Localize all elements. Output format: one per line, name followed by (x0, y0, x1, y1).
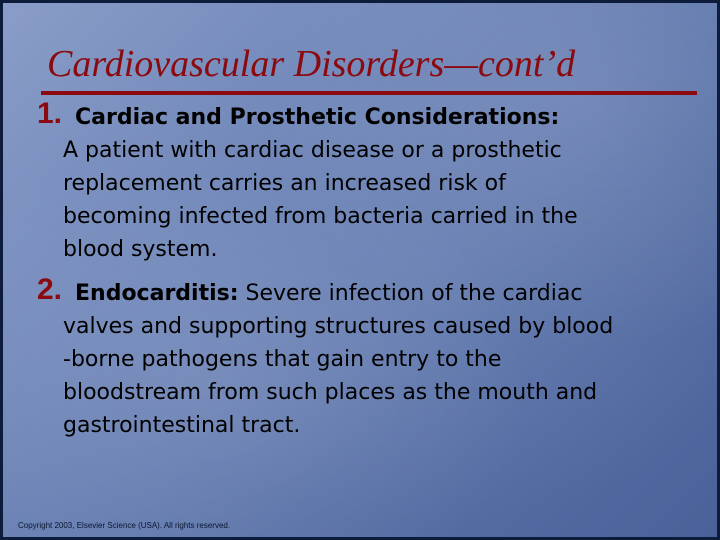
item-body (63, 310, 687, 442)
item-body (63, 134, 687, 266)
list-item-cardiac-prosthetic (37, 97, 687, 266)
item-heading-line (75, 101, 687, 134)
item-inline-text: Severe infection of the cardiac (238, 281, 583, 306)
body-line: A patient with cardiac disease or a prosthetic (63, 138, 562, 163)
copyright-notice: Copyright 2003, Elsevier Science (USA). All rights reserved. (18, 521, 231, 530)
list-item-endocarditis (37, 273, 687, 442)
title-underline (41, 91, 697, 95)
item-heading-line (75, 277, 687, 310)
slide-title: Cardiovascular Disorders—cont’d (47, 43, 576, 85)
body-line: valves and supporting structures caused by blood (63, 314, 614, 339)
body-line: replacement carries an increased risk of (63, 171, 506, 196)
item-number: 1. (37, 97, 63, 130)
body-line: bloodstream from such places as the mouth and (63, 380, 598, 405)
body-line: becoming infected from bacteria carried in the (63, 204, 578, 229)
body-line: gastrointestinal tract. (63, 413, 301, 438)
body-line: -borne pathogens that gain entry to the (63, 347, 502, 372)
item-number: 2. (37, 273, 63, 306)
item-heading: Cardiac and Prosthetic Considerations: (75, 105, 560, 130)
item-heading: Endocarditis: (75, 281, 239, 306)
body-line: blood system. (63, 237, 218, 262)
